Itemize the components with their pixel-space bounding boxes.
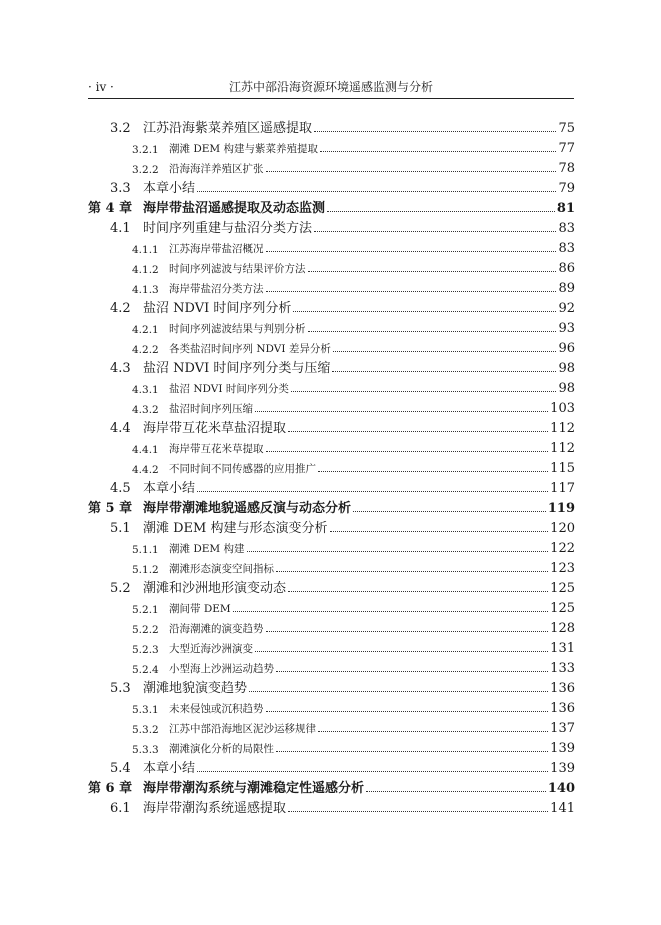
dot-leader — [266, 277, 557, 292]
toc-subsection-entry[interactable] — [88, 596, 575, 616]
toc-section-entry[interactable] — [88, 216, 575, 236]
toc-entry-title: 潮间带 DEM — [169, 603, 231, 615]
dot-leader — [318, 457, 548, 472]
toc-entry-page: 77 — [558, 141, 575, 156]
toc-subsection-entry[interactable] — [88, 556, 575, 576]
toc-entry-title: 大型近海沙洲演变 — [169, 643, 253, 655]
toc-entry-title: 海岸带盐沼遥感提取及动态监测 — [143, 201, 326, 216]
toc-entry-title: 本章小结 — [143, 181, 196, 196]
toc-subsection-entry[interactable] — [88, 136, 575, 156]
toc-subsection-entry[interactable] — [88, 316, 575, 336]
toc-entry-title: 盐沼 NDVI 时间序列分类与压缩 — [143, 361, 331, 376]
toc-entry-number: 5.2.2 — [132, 624, 159, 636]
toc-section-entry[interactable] — [88, 116, 575, 136]
toc-entry-title: 盐沼时间序列压缩 — [169, 403, 253, 415]
toc-subsection-entry[interactable] — [88, 256, 575, 276]
toc-entry-title: 海岸带潮沟系统与潮滩稳定性遥感分析 — [143, 781, 365, 796]
toc-section-entry[interactable] — [88, 796, 575, 816]
toc-entry-page: 98 — [558, 361, 575, 376]
toc-entry-page: 136 — [550, 681, 575, 696]
toc-entry-number: 4.5 — [110, 481, 131, 496]
dot-leader — [288, 797, 548, 812]
toc-entry-page: 122 — [550, 541, 575, 556]
toc-section-entry[interactable] — [88, 676, 575, 696]
toc-entry-number: 3.3 — [110, 181, 131, 196]
toc-entry-title: 未来侵蚀或沉积趋势 — [169, 703, 264, 715]
toc-subsection-entry[interactable] — [88, 236, 575, 256]
toc-section-entry[interactable] — [88, 476, 575, 496]
toc-subsection-entry[interactable] — [88, 156, 575, 176]
toc-entry-number: 5.2.3 — [132, 644, 159, 656]
toc-entry-number: 4.2.1 — [132, 324, 159, 336]
toc-entry-number: 5.2.1 — [132, 604, 159, 616]
toc-entry-title: 潮滩 DEM 构建与紫菜养殖提取 — [169, 143, 319, 155]
dot-leader — [291, 377, 557, 392]
toc-entry-number: 5.3.2 — [132, 724, 159, 736]
toc-section-entry[interactable] — [88, 176, 575, 196]
toc-entry-number: 5.1.1 — [132, 544, 159, 556]
toc-entry-title: 小型海上沙洲运动趋势 — [169, 663, 274, 675]
toc-entry-title: 江苏沿海紫菜养殖区遥感提取 — [143, 121, 313, 136]
dot-leader — [314, 217, 556, 232]
toc-entry-page: 137 — [550, 721, 575, 736]
toc-entry-title: 沿海潮滩的演变趋势 — [169, 623, 264, 635]
dot-leader — [276, 657, 548, 672]
toc-entry-title: 潮滩和沙洲地形演变动态 — [143, 581, 287, 596]
toc-entry-page: 83 — [558, 241, 575, 256]
toc-entry-title: 潮滩 DEM 构建 — [169, 543, 245, 555]
toc-entry-page: 112 — [550, 421, 575, 436]
toc-entry-number: 4.1 — [110, 221, 131, 236]
dot-leader — [308, 317, 557, 332]
toc-entry-page: 120 — [550, 521, 575, 536]
toc-entry-page: 117 — [550, 481, 575, 496]
dot-leader — [197, 477, 548, 492]
book-title: 江苏中部沿海资源环境遥感监测与分析 — [228, 80, 433, 94]
toc-entry-number: 4.2.2 — [132, 344, 159, 356]
toc-entry-number: 第 5 章 — [88, 501, 133, 516]
dot-leader — [366, 777, 546, 792]
toc-entry-page: 136 — [550, 701, 575, 716]
toc-entry-page: 112 — [550, 441, 575, 456]
toc-entry-title: 时间序列重建与盐沼分类方法 — [143, 221, 313, 236]
dot-leader — [332, 357, 556, 372]
toc-subsection-entry[interactable] — [88, 376, 575, 396]
toc-entry-page: 139 — [550, 761, 575, 776]
toc-entry-page: 96 — [558, 341, 575, 356]
toc-entry-number: 3.2 — [110, 121, 131, 136]
toc-entry-title: 江苏海岸带盐沼概况 — [169, 243, 264, 255]
toc-subsection-entry[interactable] — [88, 616, 575, 636]
toc-entry-title: 沿海海洋养殖区扩张 — [169, 163, 264, 175]
toc-entry-page: 75 — [558, 121, 575, 136]
toc-entry-number: 4.3 — [110, 361, 131, 376]
toc-entry-page: 92 — [558, 301, 575, 316]
toc-entry-page: 133 — [550, 661, 575, 676]
toc-entry-number: 5.3.1 — [132, 704, 159, 716]
dot-leader — [276, 557, 548, 572]
toc-section-entry[interactable] — [88, 416, 575, 436]
toc-entry-number: 4.3.2 — [132, 404, 159, 416]
toc-subsection-entry[interactable] — [88, 656, 575, 676]
toc-entry-title: 海岸带盐沼分类方法 — [169, 283, 264, 295]
toc-entry-page: 119 — [547, 501, 575, 516]
toc-entry-number: 4.4.1 — [132, 444, 159, 456]
dot-leader — [266, 437, 549, 452]
dot-leader — [197, 177, 556, 192]
toc-subsection-entry[interactable] — [88, 696, 575, 716]
toc-entry-title: 潮滩 DEM 构建与形态演变分析 — [143, 521, 328, 536]
toc-entry-title: 时间序列滤波与结果评价方法 — [169, 263, 306, 275]
toc-entry-title: 本章小结 — [143, 481, 196, 496]
toc-entry-title: 海岸带潮沟系统遥感提取 — [143, 801, 287, 816]
toc-entry-number: 4.1.3 — [132, 284, 159, 296]
dot-leader — [266, 617, 549, 632]
dot-leader — [288, 417, 548, 432]
toc-chapter-entry[interactable] — [88, 776, 575, 796]
toc-entry-title: 海岸带互花米草盐沼提取 — [143, 421, 287, 436]
toc-entry-page: 141 — [550, 801, 575, 816]
toc-entry-title: 不同时间不同传感器的应用推广 — [169, 463, 316, 475]
dot-leader — [333, 337, 557, 352]
toc-entry-page: 115 — [550, 461, 575, 476]
dot-leader — [249, 677, 548, 692]
dot-leader — [353, 497, 546, 512]
dot-leader — [318, 717, 548, 732]
toc-subsection-entry[interactable] — [88, 456, 575, 476]
toc-entry-number: 4.4.2 — [132, 464, 159, 476]
toc-entry-title: 各类盐沼时间序列 NDVI 差异分析 — [169, 343, 331, 355]
toc-entry-number: 5.1 — [110, 521, 131, 536]
toc-entry-title: 盐沼 NDVI 时间序列分类 — [169, 383, 289, 395]
toc-entry-title: 盐沼 NDVI 时间序列分析 — [143, 301, 292, 316]
toc-entry-page: 83 — [558, 221, 575, 236]
toc-subsection-entry[interactable] — [88, 636, 575, 656]
toc-entry-number: 4.3.1 — [132, 384, 159, 396]
toc-entry-page: 103 — [550, 401, 575, 416]
toc-entry-number: 3.2.2 — [132, 164, 159, 176]
toc-entry-number: 5.4 — [110, 761, 131, 776]
toc-chapter-entry[interactable] — [88, 196, 575, 216]
toc-entry-page: 125 — [550, 581, 575, 596]
dot-leader — [330, 517, 549, 532]
dot-leader — [320, 137, 556, 152]
toc-entry-number: 5.3.3 — [132, 744, 159, 756]
toc-entry-number: 5.2 — [110, 581, 131, 596]
toc-entry-page: 123 — [550, 561, 575, 576]
toc-subsection-entry[interactable] — [88, 276, 575, 296]
toc-entry-title: 时间序列滤波结果与判别分析 — [169, 323, 306, 335]
dot-leader — [288, 577, 548, 592]
toc-entry-title: 潮滩地貌演变趋势 — [143, 681, 248, 696]
dot-leader — [266, 157, 557, 172]
toc-entry-page: 125 — [550, 601, 575, 616]
dot-leader — [255, 637, 548, 652]
toc-entry-number: 5.2.4 — [132, 664, 159, 676]
dot-leader — [233, 597, 548, 612]
dot-leader — [293, 297, 556, 312]
dot-leader — [255, 397, 548, 412]
toc-entry-title: 潮滩演化分析的局限性 — [169, 743, 274, 755]
toc-entry-number: 5.3 — [110, 681, 131, 696]
toc-entry-number: 4.1.1 — [132, 244, 159, 256]
toc-entry-number: 6.1 — [110, 801, 131, 816]
toc-section-entry[interactable] — [88, 296, 575, 316]
toc-section-entry[interactable] — [88, 356, 575, 376]
toc-entry-number: 5.1.2 — [132, 564, 159, 576]
toc-entry-number: 第 4 章 — [88, 201, 133, 216]
page-number: · iv · — [88, 80, 114, 94]
toc-entry-number: 4.2 — [110, 301, 131, 316]
toc-section-entry[interactable] — [88, 756, 575, 776]
toc-entry-page: 86 — [558, 261, 575, 276]
toc-entry-title: 海岸带互花米草提取 — [169, 443, 264, 455]
header-rule — [88, 98, 574, 99]
toc-entry-title: 海岸带潮滩地貌遥感反演与动态分析 — [143, 501, 352, 516]
toc-entry-page: 140 — [547, 781, 575, 796]
toc-subsection-entry[interactable] — [88, 736, 575, 756]
dot-leader — [276, 737, 548, 752]
dot-leader — [308, 257, 557, 272]
toc-entry-page: 139 — [550, 741, 575, 756]
toc-section-entry[interactable] — [88, 516, 575, 536]
toc-entry-page: 93 — [558, 321, 575, 336]
toc-subsection-entry[interactable] — [88, 716, 575, 736]
toc-entry-page: 78 — [558, 161, 575, 176]
dot-leader — [266, 697, 549, 712]
toc-entry-number: 第 6 章 — [88, 781, 133, 796]
toc-entry-page: 79 — [558, 181, 575, 196]
toc-entry-number: 4.4 — [110, 421, 131, 436]
toc-entry-page: 128 — [550, 621, 575, 636]
toc-entry-number: 3.2.1 — [132, 144, 159, 156]
dot-leader — [247, 537, 549, 552]
toc-entry-title: 本章小结 — [143, 761, 196, 776]
toc-subsection-entry[interactable] — [88, 396, 575, 416]
dot-leader — [266, 237, 557, 252]
toc-entry-number: 4.1.2 — [132, 264, 159, 276]
toc-chapter-entry[interactable] — [88, 496, 575, 516]
toc-entry-page: 131 — [550, 641, 575, 656]
toc-section-entry[interactable] — [88, 576, 575, 596]
dot-leader — [314, 117, 556, 132]
toc-entry-title: 潮滩形态演变空间指标 — [169, 563, 274, 575]
table-of-contents — [88, 116, 575, 816]
toc-subsection-entry[interactable] — [88, 436, 575, 456]
toc-entry-page: 89 — [558, 281, 575, 296]
toc-entry-page: 98 — [558, 381, 575, 396]
toc-subsection-entry[interactable] — [88, 536, 575, 556]
toc-entry-page: 81 — [556, 201, 575, 216]
toc-subsection-entry[interactable] — [88, 336, 575, 356]
running-header — [88, 78, 574, 96]
dot-leader — [197, 757, 548, 772]
dot-leader — [327, 197, 555, 212]
toc-entry-title: 江苏中部沿海地区泥沙运移规律 — [169, 723, 316, 735]
